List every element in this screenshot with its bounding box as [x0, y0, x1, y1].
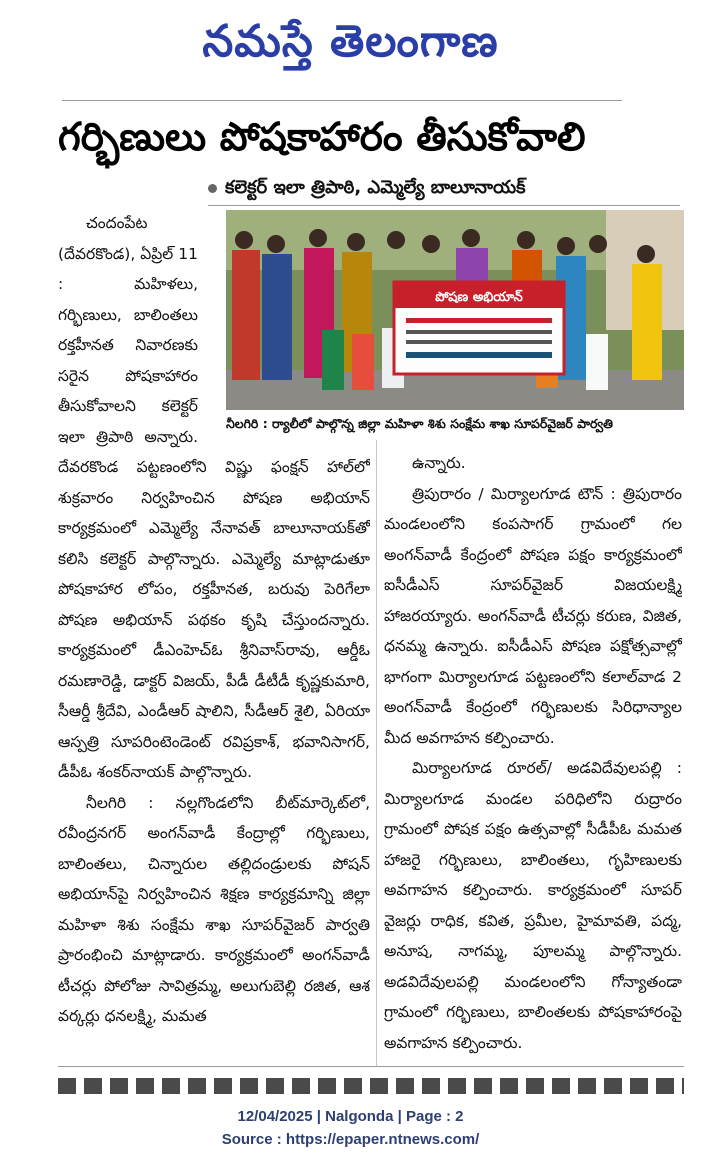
subheadline-divider [208, 205, 680, 206]
paragraph: మిర్యాలగూడ రూరల్/ అడవిదేవులపల్లి : మిర్యాలగూడ మండల పరిధిలోని రుద్రారం గ్రామంలో పోషక పక్షం ఉత్సవాల్లో సీడీపీఓ మమత హాజరై గర్భిణులు, బాలింతలు, గృహిణులకు అవగాహన కల్పించారు. కార్యక్రమంలో సూపర్ వైజర్లు రాధిక, కవిత, ప్రమీల, హైమావతి, పద్మ, అనూష, నాగమ్మ, పూలమ్మ పాల్గొన్నారు. అడవిదేవులపల్లి మండలంలోని గోన్యాతండా గ్రామంలో గర్భిణులు, బాలింతలకు పోషకాహారంపై అవగాహన కల్పించారు. [384, 759, 682, 1052]
photo-caption: నీలగిరి : ర్యాలీలో పాల్గొన్న జిల్లా మహిళా శిశు సంక్షేమ శాఖ సూపర్‌వైజర్ పార్వతి [226, 416, 613, 431]
news-photo [226, 210, 684, 410]
article-column-right [384, 448, 682, 1066]
column-divider [376, 440, 377, 1066]
rally-photo-illustration [226, 210, 684, 410]
subheadline-text: కలెక్టర్ ఇలా త్రిపాఠి, ఎమ్మెల్యే బాలూనాయక్ [225, 177, 526, 198]
headline: గర్భిణులు పోషకాహారం తీసుకోవాలి [58, 115, 586, 160]
bullet-icon [208, 184, 217, 193]
masthead-logo: నమస్తే తెలంగాణ [202, 16, 499, 67]
paragraph: త్రిపురారం / మిర్యాలగూడ టౌన్ : త్రిపురారం మండలంలోని కంపసాగర్ గ్రామంలో గల అంగన్‌వాడీ కేంద్రంలో పోషణ పక్షం కార్యక్రమంలో ఐసీడీఎస్ సూపర్‌వైజర్ విజయలక్ష్మి హాజరయ్యారు. అంగన్‌వాడీ టీచర్లు కరుణ, విజిత, ధనమ్మ ఉన్నారు. ఐసీడీఎస్ పోషణ పక్షోత్సవాల్లో భాగంగా మిర్యాలగూడ పట్టణంలోని కలాల్‌వాడ 2 అంగన్‌వాడీ కేంద్రంలో గర్భిణులకు సిరిధాన్యాల మీద అవగాహన కల్పించారు. [384, 484, 682, 747]
paragraph: చందంపేట (దేవరకొండ), ఏప్రిల్ 11 : మహిళలు, గర్భిణులు, బాలింతలు రక్తహీనత నివారణకు సరైన పోషకాహారం తీసుకోవాలని కలెక్టర్ ఇలా త్రిపాఠి అన్నారు. దేవరకొండ పట్టణంలోని విష్ణు ఫంక్షన్ హాల్‌లో శుక్రవారం నిర్వహించిన పోషణ అభియాన్ కార్యక్రమంలో ఎమ్మెల్యే నేనావత్ బాలూనాయక్‌తో కలిసి కలెక్టర్ పాల్గొన్నారు. ఎమ్మెల్యే మాట్లాడుతూ పోషకాహార లోపం, రక్తహీనత, బరువు పెరిగేలా పోషణ అభియాన్ పథకం కృషి చేస్తుందన్నారు. కార్యక్రమంలో డీఎంహెచ్‌ఓ శ్రీనివాస్‌రావు, ఆర్డీఓ రమణారెడ్డి, డాక్టర్ విజయ్, పీడీ డీటీడీ కృష్ణకుమారి, సీఆర్డీ శ్రీదేవి, ఎండీఆర్ షాలిని, సీడీఆర్ శైలి, ఏరియా ఆస్పత్రి సూపరింటెండెంట్ రవిప్రకాశ్, భవానిసాగర్, డీపీఓ శంకర్‌నాయక్ పాల్గొన్నారు. [58, 214, 370, 781]
footer-source: Source : https://epaper.ntnews.com/ [221, 1131, 480, 1148]
top-divider [62, 100, 622, 101]
paragraph: నీలగిరి : నల్లగొండలోని బీట్‌మార్కెట్‌లో, రవీంద్రనగర్ అంగన్‌వాడీ కేంద్రాల్లో గర్భిణులు, బాలింతలు, చిన్నారుల తల్లిదండ్రులకు పోషన్ అభియాన్‌పై నిర్వహించిన శిక్షణ కార్యక్రమాన్ని జిల్లా మహిళా శిశు సంక్షేమ శాఖ సూపర్‌వైజర్ పార్వతి ప్రారంభించి మాట్లాడారు. కార్యక్రమంలో అంగన్‌వాడీ టీచర్లు పోలోజు సావిత్రమ్మ, అలుగుబెల్లి రజిత, ఆశ వర్కర్లు ధనలక్ష్మి, మమత [58, 793, 370, 1025]
bottom-divider [58, 1066, 684, 1067]
footer-date-edition: 12/04/2025 | Nalgonda | Page : 2 [237, 1108, 464, 1125]
subheadline [208, 170, 678, 206]
paragraph: ఉన్నారు. [412, 454, 466, 472]
banner-text: పోషణ అభియాన్ [435, 290, 523, 305]
cut-off-next-article [58, 1078, 684, 1094]
